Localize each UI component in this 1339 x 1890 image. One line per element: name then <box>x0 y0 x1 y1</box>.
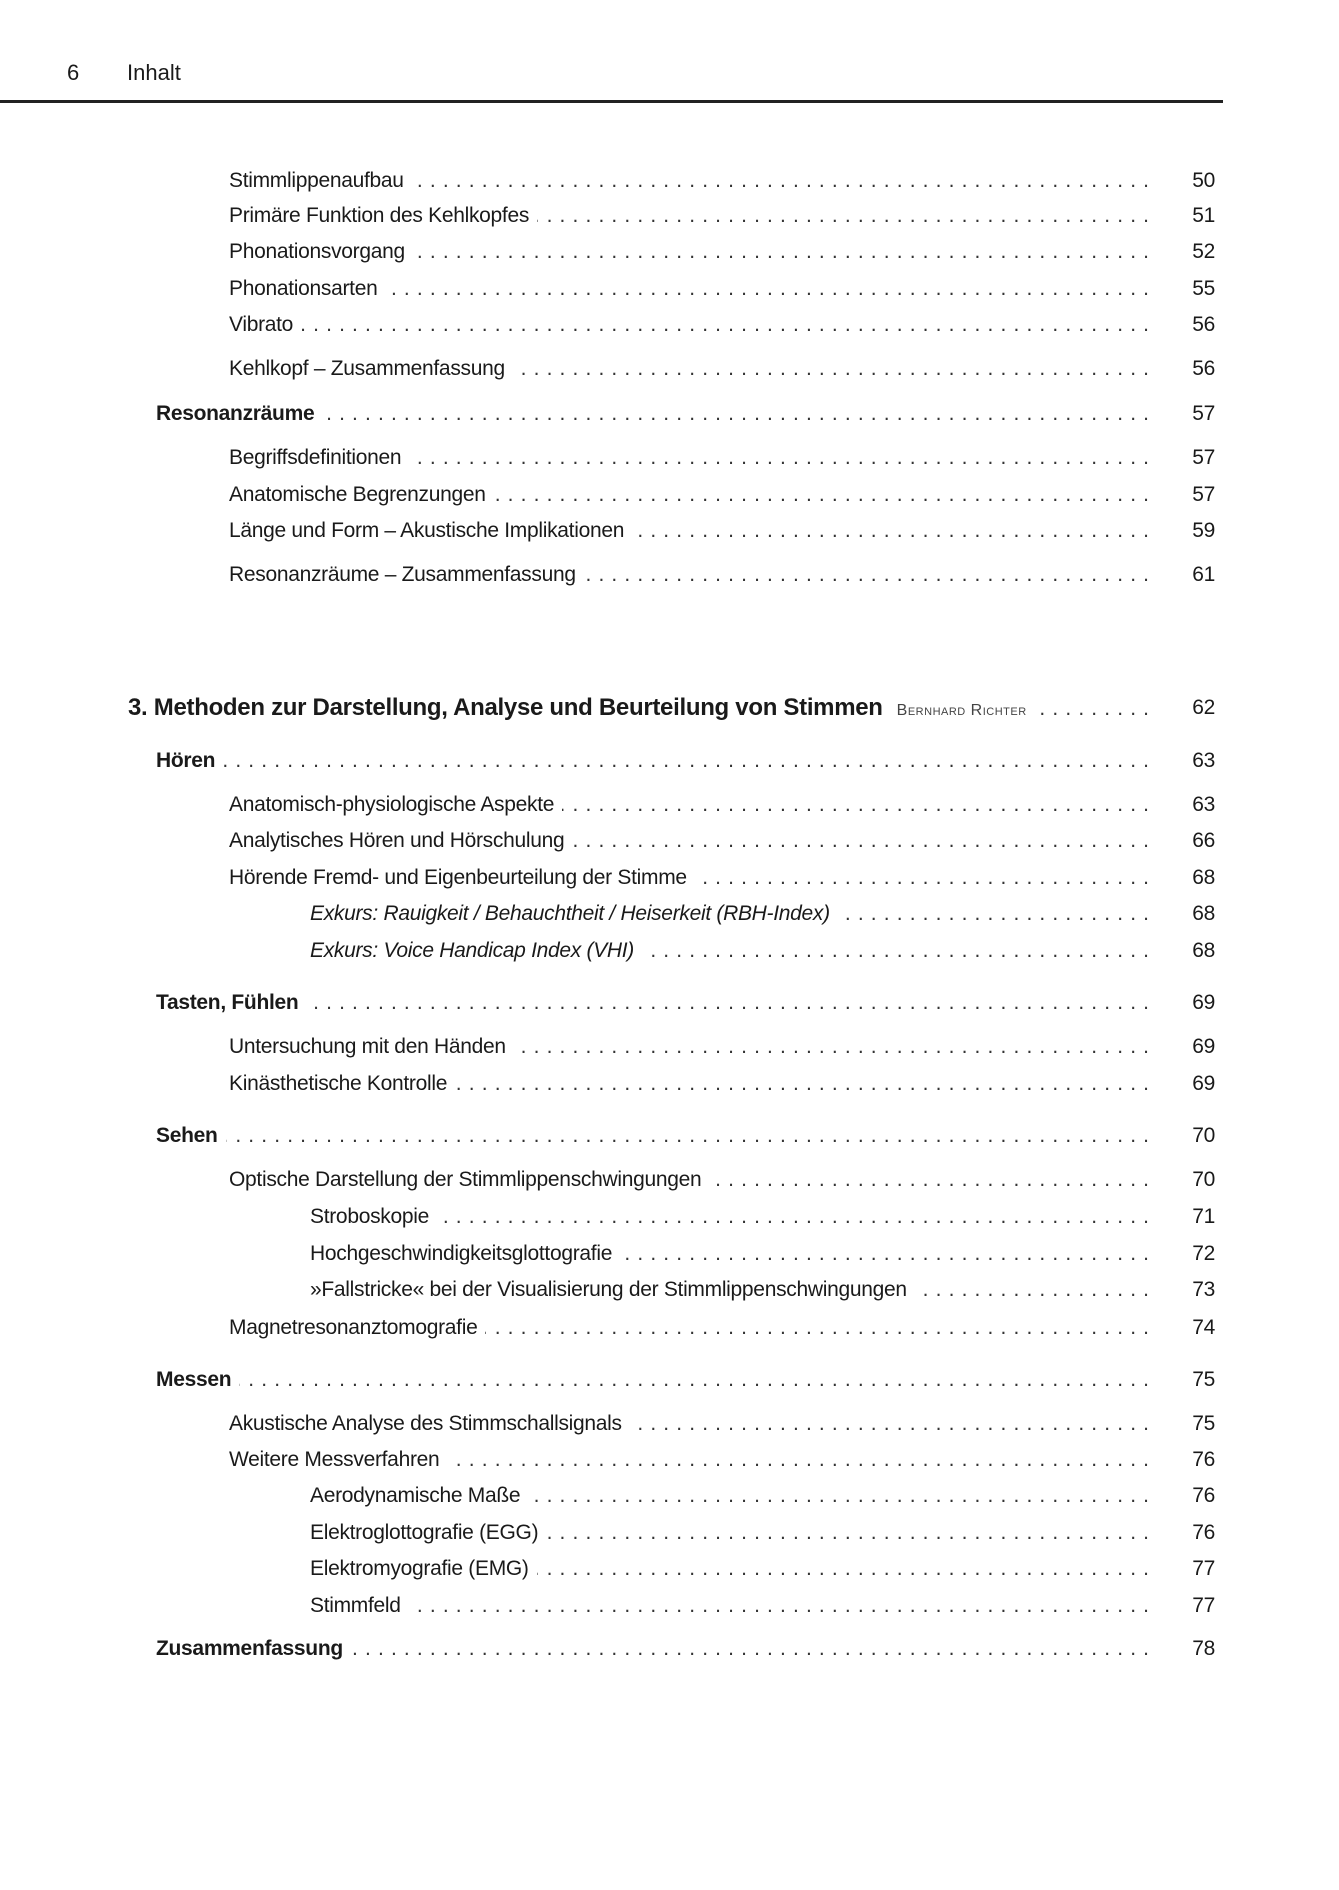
toc-entry-page: 69 <box>1192 1035 1215 1058</box>
toc-entry-title: Tasten, Fühlen <box>156 991 299 1014</box>
toc-entry-page: 66 <box>1192 829 1215 852</box>
toc-entry-page: 76 <box>1192 1448 1215 1471</box>
toc-entry[interactable] <box>229 237 1215 267</box>
toc-entry-title: Elektroglottografie (EGG) <box>310 1521 539 1544</box>
dot-leader <box>301 310 1149 340</box>
toc-entry[interactable] <box>229 274 1215 304</box>
toc-entry-author: Bernhard Richter <box>896 702 1027 719</box>
toc-entry[interactable] <box>310 1239 1215 1269</box>
toc-entry-title: Exkurs: Voice Handicap Index (VHI) <box>310 939 634 962</box>
header-rule <box>0 100 1223 103</box>
toc-entry[interactable] <box>229 560 1215 590</box>
dot-leader <box>630 1409 1149 1439</box>
dot-leader <box>546 1518 1149 1548</box>
toc-entry-title: Analytisches Hören und Hörschulung <box>229 829 565 852</box>
dot-leader <box>620 1239 1149 1269</box>
toc-entry-page: 78 <box>1192 1637 1215 1660</box>
dot-leader <box>447 1445 1149 1475</box>
running-header-title: Inhalt <box>127 60 181 85</box>
dot-leader <box>915 1275 1149 1305</box>
dot-leader <box>223 746 1149 776</box>
toc-entry-page: 50 <box>1192 169 1215 192</box>
toc-entry[interactable] <box>229 790 1215 820</box>
toc-entry-page: 56 <box>1192 313 1215 336</box>
toc-entry[interactable] <box>229 1032 1215 1062</box>
toc-entry-title: Resonanzräume – Zusammenfassung <box>229 563 576 586</box>
toc-entry-title: »Fallstricke« bei der Visualisierung der Stimmlippenschwingungen <box>310 1278 907 1301</box>
dot-leader <box>709 1165 1149 1195</box>
toc-entry-page: 63 <box>1192 793 1215 816</box>
toc-entry[interactable] <box>229 1445 1215 1475</box>
toc-entry[interactable] <box>229 201 1215 231</box>
dot-leader <box>562 790 1149 820</box>
toc-entry-page: 63 <box>1192 749 1215 772</box>
dot-leader <box>528 1481 1149 1511</box>
dot-leader <box>413 237 1149 267</box>
dot-leader <box>537 1554 1149 1584</box>
toc-entry[interactable] <box>229 310 1215 340</box>
toc-entry[interactable] <box>310 936 1215 966</box>
toc-entry-title: Aerodynamische Maße <box>310 1484 521 1507</box>
dot-leader <box>584 560 1149 590</box>
toc-entry-page: 68 <box>1192 902 1215 925</box>
toc-entry-title: Sehen <box>156 1124 218 1147</box>
toc-entry-title: 3. Methoden zur Darstellung, Analyse und Beurteilung von Stimmen <box>128 694 883 721</box>
toc-entry-page: 68 <box>1192 866 1215 889</box>
dot-leader <box>572 826 1149 856</box>
toc-entry-page: 51 <box>1192 204 1215 227</box>
toc-entry-page: 62 <box>1192 696 1215 719</box>
toc-entry[interactable] <box>156 988 1215 1018</box>
toc-entry-page: 70 <box>1192 1168 1215 1191</box>
dot-leader <box>351 1634 1149 1664</box>
dot-leader <box>412 166 1149 196</box>
toc-entry-page: 73 <box>1192 1278 1215 1301</box>
dot-leader <box>385 274 1149 304</box>
dot-leader <box>322 399 1149 429</box>
dot-leader <box>226 1121 1149 1151</box>
toc-entry[interactable] <box>310 1275 1215 1305</box>
toc-entry-title: Hochgeschwindigkeitsglottografie <box>310 1242 613 1265</box>
toc-entry-title: Hören <box>156 749 216 772</box>
toc-entry-title: Messen <box>156 1368 232 1391</box>
dot-leader <box>306 988 1149 1018</box>
toc-entry-title: Exkurs: Rauigkeit / Behauchtheit / Heiserkeit (RBH-Index) <box>310 902 830 925</box>
toc-entry[interactable] <box>310 1202 1215 1232</box>
toc-entry[interactable] <box>156 1634 1215 1664</box>
toc-entry-page: 61 <box>1192 563 1215 586</box>
dot-leader <box>485 1313 1149 1343</box>
toc-entry[interactable] <box>156 1121 1215 1151</box>
toc-entry-page: 68 <box>1192 939 1215 962</box>
toc-entry[interactable] <box>310 1591 1215 1621</box>
dot-leader <box>437 1202 1149 1232</box>
dot-leader <box>1035 694 1149 724</box>
toc-entry[interactable] <box>229 166 1215 196</box>
toc-entry[interactable] <box>310 899 1215 929</box>
toc-entry-page: 72 <box>1192 1242 1215 1265</box>
toc-entry-title: Zusammenfassung <box>156 1637 343 1660</box>
toc-entry-title: Stimmfeld <box>310 1594 401 1617</box>
toc-entry[interactable] <box>229 1409 1215 1439</box>
toc-entry-page: 70 <box>1192 1124 1215 1147</box>
dot-leader <box>514 1032 1149 1062</box>
toc-entry-page: 69 <box>1192 1072 1215 1095</box>
toc-entry-title: Hörende Fremd- und Eigenbeurteilung der Stimme <box>229 866 687 889</box>
toc-entry-title: Phonationsarten <box>229 277 378 300</box>
toc-entry[interactable] <box>229 1165 1215 1195</box>
toc-entry-title: Elektromyografie (EMG) <box>310 1557 529 1580</box>
toc-entry-page: 57 <box>1192 402 1215 425</box>
toc-entry-page: 74 <box>1192 1316 1215 1339</box>
toc-entry-page: 69 <box>1192 991 1215 1014</box>
toc-entry-title: Untersuchung mit den Händen <box>229 1035 506 1058</box>
toc-entry-page: 57 <box>1192 483 1215 506</box>
toc-entry-title: Optische Darstellung der Stimmlippenschwingungen <box>229 1168 702 1191</box>
toc-entry-title: Magnetresonanztomografie <box>229 1316 478 1339</box>
dot-leader <box>642 936 1149 966</box>
toc-entry-page: 55 <box>1192 277 1215 300</box>
toc-entry-title: Anatomische Begrenzungen <box>229 483 486 506</box>
page-number: 6 <box>67 60 80 85</box>
dot-leader <box>409 1591 1149 1621</box>
toc-entry[interactable] <box>229 863 1215 893</box>
toc-entry-page: 57 <box>1192 446 1215 469</box>
toc-entry-page: 71 <box>1192 1205 1215 1228</box>
toc-entry-page: 76 <box>1192 1484 1215 1507</box>
toc-entry-page: 77 <box>1192 1594 1215 1617</box>
toc-entry[interactable] <box>229 480 1215 510</box>
dot-leader <box>513 354 1149 384</box>
toc-entry-title: Stimmlippenaufbau <box>229 169 404 192</box>
toc-entry[interactable] <box>156 746 1215 776</box>
toc-entry[interactable] <box>229 826 1215 856</box>
dot-leader <box>494 480 1149 510</box>
toc-entry[interactable] <box>128 693 1215 723</box>
toc-entry[interactable] <box>229 443 1215 473</box>
toc-entry-page: 52 <box>1192 240 1215 263</box>
dot-leader <box>632 516 1149 546</box>
toc-entry-page: 76 <box>1192 1521 1215 1544</box>
toc-entry-title: Weitere Messverfahren <box>229 1448 440 1471</box>
toc-entry-title: Stroboskopie <box>310 1205 429 1228</box>
toc-entry-title: Kehlkopf – Zusammenfassung <box>229 357 505 380</box>
dot-leader <box>409 443 1149 473</box>
toc-entry[interactable] <box>310 1554 1215 1584</box>
toc-entry[interactable] <box>229 1313 1215 1343</box>
toc-entry-page: 77 <box>1192 1557 1215 1580</box>
toc-entry-title: Phonationsvorgang <box>229 240 405 263</box>
dot-leader <box>695 863 1149 893</box>
toc-entry-title: Primäre Funktion des Kehlkopfes <box>229 204 530 227</box>
toc-entry[interactable] <box>229 1069 1215 1099</box>
dot-leader <box>838 899 1149 929</box>
toc-entry-page: 59 <box>1192 519 1215 542</box>
dot-leader <box>239 1365 1149 1395</box>
toc-entry-title: Vibrato <box>229 313 294 336</box>
dot-leader <box>537 201 1149 231</box>
toc-entry[interactable] <box>156 1365 1215 1395</box>
toc-entry-title: Akustische Analyse des Stimmschallsignals <box>229 1412 622 1435</box>
toc-entry-title: Begriffsdefinitionen <box>229 446 402 469</box>
toc-entry[interactable] <box>229 516 1215 546</box>
toc-entry-page: 56 <box>1192 357 1215 380</box>
toc-entry-title: Kinästhetische Kontrolle <box>229 1072 448 1095</box>
toc-entry[interactable] <box>156 399 1215 429</box>
toc-entry-title: Resonanzräume <box>156 402 315 425</box>
toc-entry-title: Anatomisch-physiologische Aspekte <box>229 793 555 816</box>
dot-leader <box>455 1069 1149 1099</box>
toc-entry[interactable] <box>229 354 1215 384</box>
toc-entry[interactable] <box>310 1518 1215 1548</box>
toc-entry[interactable] <box>310 1481 1215 1511</box>
toc-entry-page: 75 <box>1192 1368 1215 1391</box>
toc-entry-page: 75 <box>1192 1412 1215 1435</box>
toc-entry-title: Länge und Form – Akustische Implikationen <box>229 519 625 542</box>
